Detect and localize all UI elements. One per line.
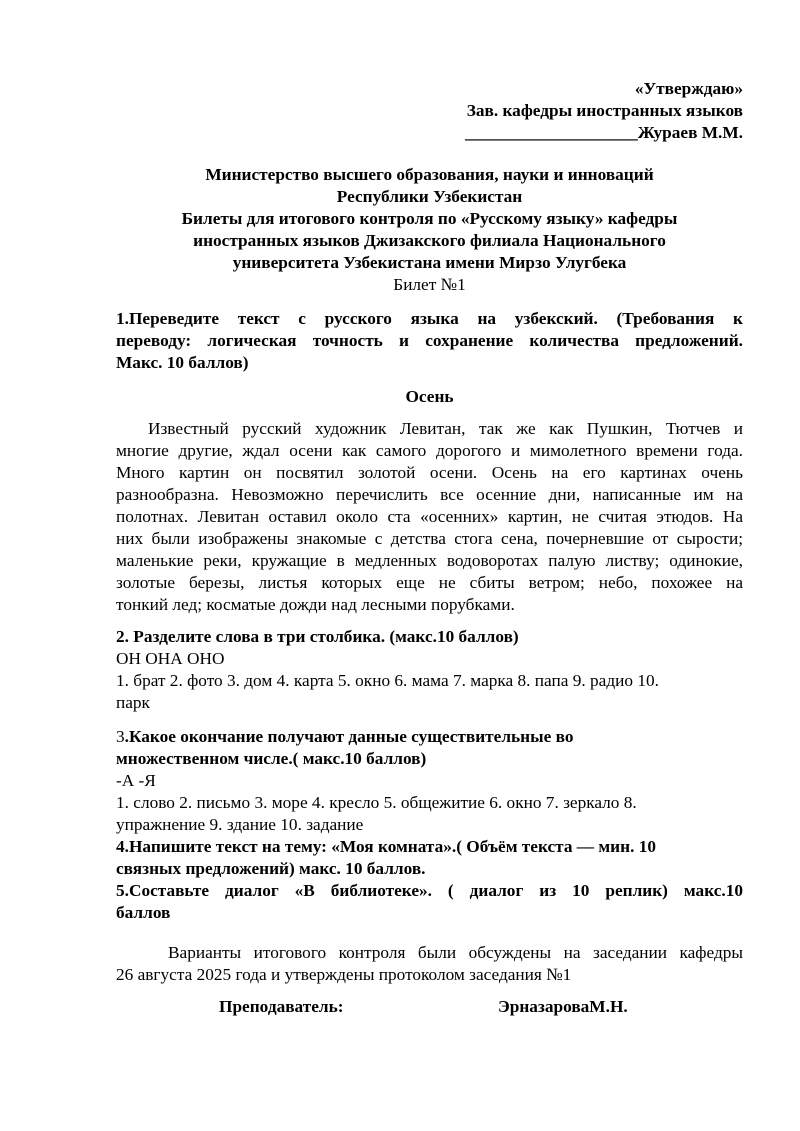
header-line-5: университета Узбекистана имени Мирзо Улугбека (232, 253, 627, 272)
task-4-line-2: связных предложений) макс. 10 баллов. (116, 859, 426, 878)
task-2-words: 1. брат 2. фото 3. дом 4. карта 5. окно 6. мама 7. марка 8. папа 9. радио 10. (116, 671, 659, 690)
task-1-line: Макс. 10 баллов) (116, 353, 249, 372)
task-5-line-2: баллов (116, 903, 171, 922)
task-4-line-1: 4.Напишите текст на тему: «Моя комната».( Объём текста — мин. 10 (116, 837, 657, 856)
task-3-title-text: .Какое окончание получают данные существительные во (124, 727, 574, 746)
text-line: золотые березы, листья которых еще не сбиты ветром; небо, похожее на (116, 573, 743, 592)
text-body (116, 418, 743, 616)
approval-block (116, 78, 743, 144)
approval-note (116, 942, 743, 986)
note-line-1: Варианты итогового контроля были обсуждены на заседании кафедры (168, 943, 743, 962)
text-line: тонкий лед; косматые дожди над лесными порубками. (116, 595, 515, 614)
task-3-endings: -А -Я (116, 771, 156, 790)
task-2-words: парк (116, 693, 150, 712)
text-line: Известный русский художник Левитан, так же как Пушкин, Тютчев и (148, 419, 743, 438)
task-1-line: 1.Переведите текст с русского языка на узбекский. (Требования к (116, 309, 743, 328)
task-2-columns: ОН ОНА ОНО (116, 649, 225, 668)
text-line: них были изображены знакомые с детства стога сена, почерневшие от сырости; (116, 529, 743, 548)
text-title: Осень (405, 387, 454, 406)
task-3-title (116, 726, 743, 748)
task-3-number: 3 (116, 727, 125, 746)
task-3-words: упражнение 9. здание 10. задание (116, 815, 364, 834)
approval-line-2: Зав. кафедры иностранных языков (466, 101, 743, 120)
document-header (116, 164, 743, 274)
approval-line-1: «Утверждаю» (634, 79, 743, 98)
signature-label: Преподаватель: (219, 997, 344, 1016)
text-line: Много картин он посвятил золотой осени. Осень на его картинах очень (116, 463, 743, 482)
header-line-1: Министерство высшего образования, науки и инноваций (205, 165, 654, 184)
note-line-2: 26 августа 2025 года и утверждены протоколом заседания №1 (116, 965, 572, 984)
task-5 (116, 880, 743, 924)
task-5-line-1: 5.Составьте диалог «В библиотеке». ( диалог из 10 реплик) макс.10 (116, 881, 743, 900)
text-line: разнообразна. Невозможно перечислить все осенние дни, написанные им на (116, 485, 743, 504)
header-line-3: Билеты для итогового контроля по «Русскому языку» кафедры (181, 209, 678, 228)
task-1 (116, 308, 743, 374)
task-2-title: 2. Разделите слова в три столбика. (макс.10 баллов) (116, 627, 519, 646)
task-3 (116, 726, 743, 836)
text-line: маленькие реки, кружащие в медленных водоворотах палую листву; одинокие, (116, 551, 743, 570)
task-3-words: 1. слово 2. письмо 3. море 4. кресло 5. общежитие 6. окно 7. зеркало 8. (116, 793, 637, 812)
task-3-title-line-2: множественном числе.( макс.10 баллов) (116, 749, 427, 768)
task-1-line: переводу: логическая точность и сохранение количества предложений. (116, 331, 743, 350)
header-line-2: Республики Узбекистан (336, 187, 523, 206)
ticket-number: Билет №1 (393, 275, 466, 294)
header-line-4: иностранных языков Джизакского филиала Национального (193, 231, 666, 250)
text-line: полотнах. Левитан оставил около ста «осенних» картин, не считая этюдов. На (116, 507, 743, 526)
signature-name: ЭрназароваМ.Н. (498, 997, 628, 1016)
approval-line-3: ____________________Жураев М.М. (464, 123, 743, 142)
text-line: многие другие, ждал осени как самого дорогого и мимолетного времени года. (116, 441, 743, 460)
task-2 (116, 626, 743, 714)
task-4 (116, 836, 743, 880)
